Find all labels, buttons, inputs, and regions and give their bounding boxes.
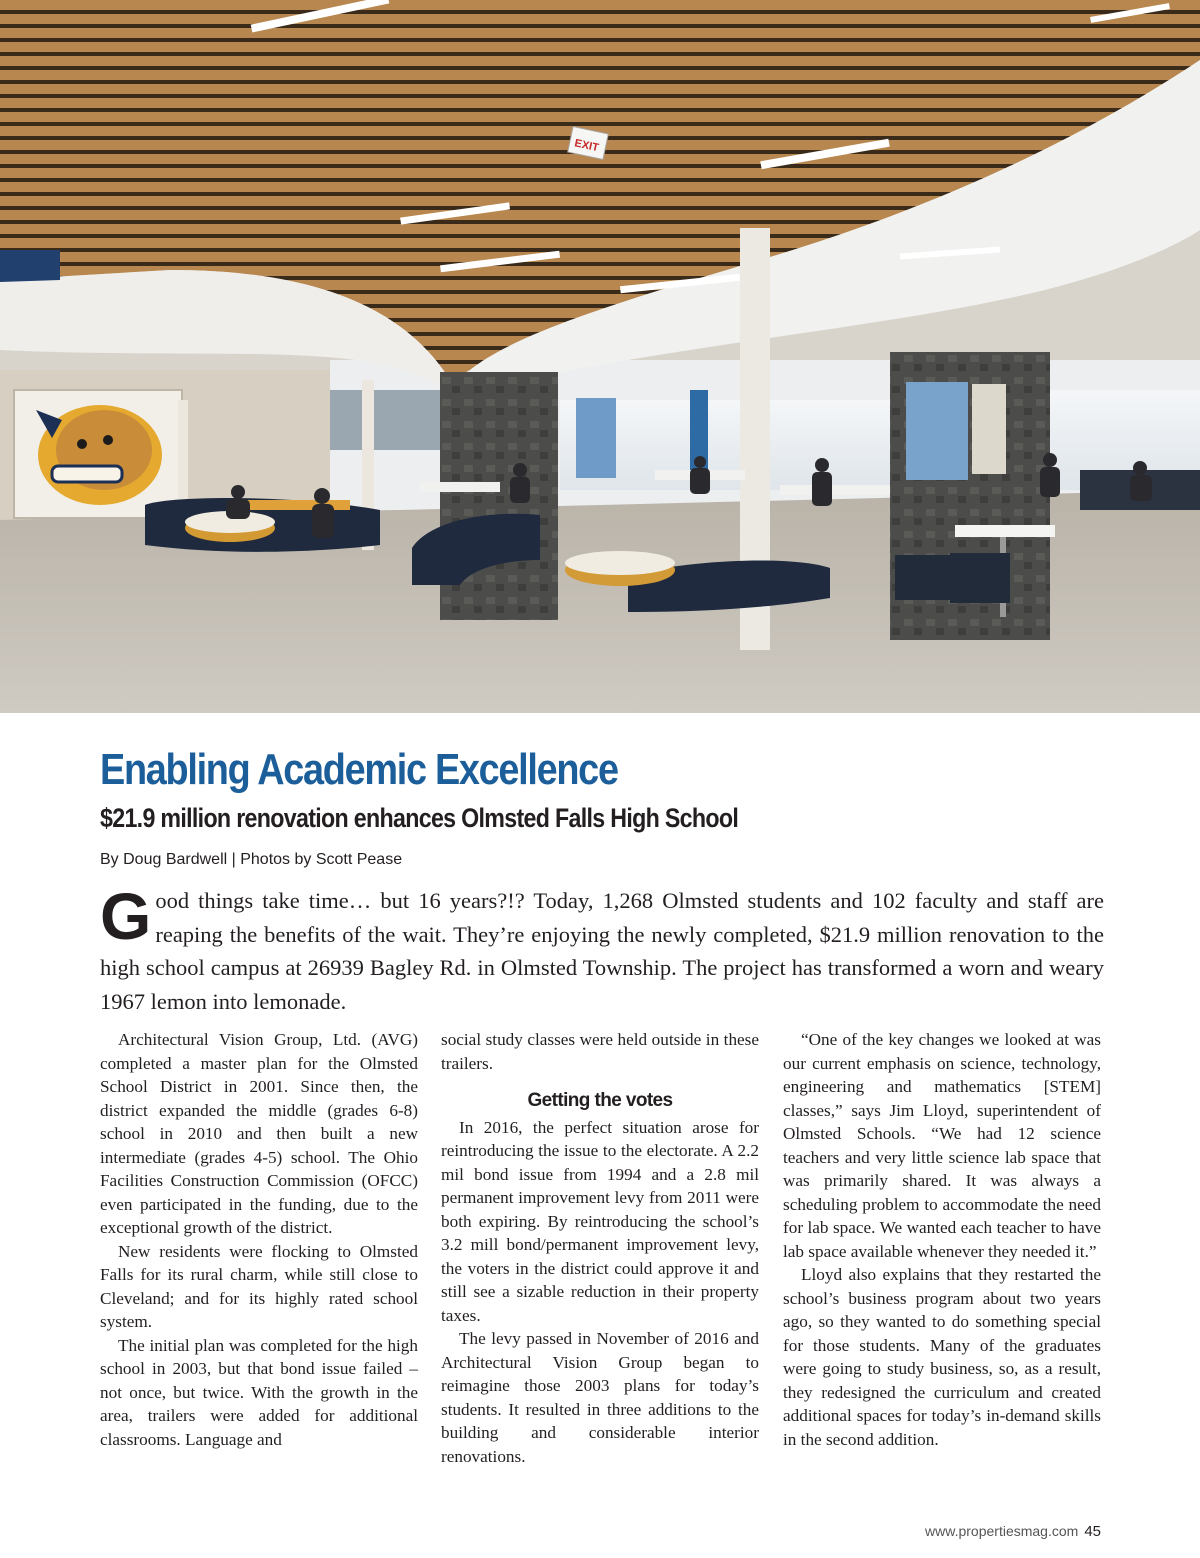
body-column-1	[100, 1028, 418, 1451]
footer-url[interactable]: www.propertiesmag.com	[925, 1523, 1079, 1539]
article-subtitle: $21.9 million renovation enhances Olmsted Falls High School	[100, 803, 739, 833]
drop-cap: G	[100, 879, 152, 953]
paragraph: New residents were flocking to Olmsted Falls for its rural charm, while still close to Cleveland; and for its highly rated school system.	[100, 1241, 418, 1331]
paragraph: social study classes were held outside in these trailers.	[441, 1030, 759, 1073]
paragraph: Lloyd also explains that they restarted the school’s business program about two years ago, so they wanted to do something special for those students. Many of the graduates were going to study business, so, as a result, they redesigned the curriculum and created additional spaces for today’s in-demand skills in the second addition.	[783, 1265, 1101, 1449]
paragraph: In 2016, the perfect situation arose for reintroducing the issue to the electorate. A 2.2 mil bond issue from 1994 and a 2.8 mil permanent improvement levy from 2011 were both expiring. By reintroducing the school’s 3.2 mill bond/permanent improvement levy, the voters in the district could approve it and still see a sizable reduction in their property taxes.	[441, 1117, 759, 1325]
article-title: Enabling Academic Excellence	[100, 745, 618, 794]
intro-text: ood things take time… but 16 years?!? Today, 1,268 Olmsted students and 102 faculty and staff are reaping the benefits of the wait. They’re enjoying the newly completed, $21.9 million renovation to the high school campus at 26939 Bagley Rd. in Olmsted Township. The project has transformed a worn and weary 1967 lemon into lemonade.	[100, 888, 1104, 1014]
page-footer	[925, 1523, 1101, 1540]
cafeteria-illustration	[0, 0, 1200, 713]
body-column-2	[441, 1028, 759, 1468]
article-byline: By Doug Bardwell | Photos by Scott Pease	[100, 851, 403, 868]
paragraph: The levy passed in November of 2016 and Architectural Vision Group began to reimagine those 2003 plans for today’s students. It resulted in three additions to the building and considerable interior renovations.	[441, 1329, 759, 1466]
hero-photo	[0, 0, 1200, 713]
section-subhead: Getting the votes	[527, 1090, 673, 1111]
article-intro	[100, 879, 1104, 1018]
body-column-3	[783, 1028, 1101, 1451]
page-number: 45	[1084, 1523, 1101, 1540]
exit-sign-text: EXIT	[573, 137, 600, 155]
paragraph: The initial plan was completed for the high school in 2003, but that bond issue failed – not once, but twice. With the growth in the area, trailers were added for additional classrooms. Language and	[100, 1335, 418, 1449]
paragraph: “One of the key changes we looked at was our current emphasis on science, technology, engineering and mathematics [STEM] classes,” says Jim Lloyd, superintendent of Olmsted Schools. “We had 12 science teachers and very little science lab space that was primarily shared. It was always a scheduling problem to accommodate the need for lab space. We wanted each teacher to have lab space available whenever they needed it.”	[783, 1030, 1101, 1261]
paragraph: Architectural Vision Group, Ltd. (AVG) completed a master plan for the Olmsted School District in 2001. Since then, the district expanded the middle (grades 6-8) school in 2010 and then built a new intermediate (grades 4-5) school. The Ohio Facilities Construction Commission (OFCC) even participated in the funding, due to the exceptional growth of the district.	[100, 1030, 418, 1237]
